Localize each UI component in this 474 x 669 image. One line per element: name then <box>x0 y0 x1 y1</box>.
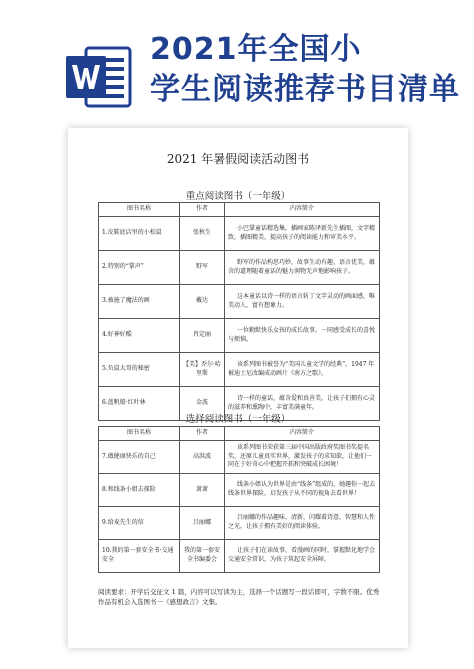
document-page <box>68 128 408 648</box>
table-row <box>99 441 380 474</box>
document-title: 2021 年暑假阅读活动图书 <box>166 152 310 166</box>
section-title-key-reading: 重点阅读图书（一年级） <box>185 191 291 202</box>
word-doc-icon <box>64 44 132 110</box>
banner-title-line-2: 学生阅读推荐书目清单 <box>150 72 460 107</box>
summary-cell: 一位勤默快乐女孩的成长故事，一同感受成长的喜悦与烦恼。 <box>225 319 380 353</box>
summary-cell: 野军的作品构思巧妙，故事生动有趣，语言优美，蕴含的道理随着童话的魅力润物无声地影响孩子。 <box>225 251 380 285</box>
summary-cell: 这本童话以诗一样的语言斩丁文字灵动的画面感，唯美动人，富有想象力。 <box>225 285 380 319</box>
column-header-author: 作者 <box>180 427 225 441</box>
column-header-summary: 内容简介 <box>225 203 380 217</box>
table-row <box>99 540 380 573</box>
section-title-optional-reading: 选择阅读图书（一年级） <box>185 414 291 425</box>
table-header-row <box>99 203 380 217</box>
optional-reading-table <box>98 426 380 573</box>
table-row <box>99 319 380 353</box>
book-name-cell: 4.好神好酷 <box>99 319 180 353</box>
book-name-cell: 1.皮鞋底店里的小松鼠 <box>99 217 180 251</box>
book-name-cell: 7.做健康快乐的自己 <box>99 441 180 474</box>
column-header-book-name: 图书名称 <box>99 427 180 441</box>
table-row <box>99 507 380 540</box>
summary-cell: 小巴掌童话精选集，插画家陈泽新先生插图，文字精致，插图精美，提高孩子的阅读能力和审美水平。 <box>225 217 380 251</box>
column-header-author: 作者 <box>180 203 225 217</box>
book-name-cell: 10.我的第一套安全书·交通安全 <box>99 540 180 573</box>
table-row <box>99 285 380 319</box>
author-cell: 张秋生 <box>180 217 225 251</box>
table-header-row <box>99 427 380 441</box>
table-row <box>99 251 380 285</box>
author-cell: 我的第一套安全书编委会 <box>180 540 225 573</box>
book-name-cell: 2.特别的“掌声” <box>99 251 180 285</box>
column-header-summary: 内容简介 <box>225 427 380 441</box>
author-cell: 金波 <box>180 387 225 421</box>
summary-cell: 该系列图书被誉为“美国儿童文学的经典”，1947 年被迪士尼改编成动画片《南方之歌》。 <box>225 353 380 387</box>
table-row <box>99 474 380 507</box>
author-cell: 野军 <box>180 251 225 285</box>
table-row <box>99 353 380 387</box>
column-header-book-name: 图书名称 <box>99 203 180 217</box>
book-name-cell: 6.蓝帆船·红叶林 <box>99 387 180 421</box>
author-cell: 萧萧 <box>180 474 225 507</box>
key-reading-table <box>98 202 380 421</box>
author-cell: 高洪波 <box>180 441 225 474</box>
summary-cell: 让孩子们在读故事，看漫画的同时，掌握默化地学会交通安全常识，为孩子筑起安全屏障。 <box>225 540 380 573</box>
summary-cell: 线条小姐认为世界是由“线条”组成的，她趣你一起去线条世界探险，启发孩子从不同的视角去看世界！ <box>225 474 380 507</box>
summary-cell: 该系列图书荣获第三届中国出版政府奖图书奖提名奖，还原儿童真实世界，激发孩子的求知欲，让他们一同在于好奇心中把握开拓和突破成长困境！ <box>225 441 380 474</box>
book-name-cell: 5.负鼠大哥的秘密 <box>99 353 180 387</box>
banner-title-line-1: 2021年全国小 <box>150 32 362 67</box>
author-cell: 戴达 <box>180 285 225 319</box>
book-name-cell: 8.和线条小姐去探险 <box>99 474 180 507</box>
table-row <box>99 217 380 251</box>
author-cell: 【美】乔尔·哈里斯 <box>180 353 225 387</box>
author-cell: 吕丽娜 <box>180 507 225 540</box>
summary-cell: 诗一样的童话，蕴含爱和真善美，让孩子们拥有心灵的滋养和熏陶中，丰富美满童年。 <box>225 387 380 421</box>
book-name-cell: 9.给麦先生的信 <box>99 507 180 540</box>
author-cell: 肖定丽 <box>180 319 225 353</box>
summary-cell: 吕丽娜的作品趣味，清新，闪耀着诗意，智慧和人性之光，让孩子拥有美好的阅读体验。 <box>225 507 380 540</box>
reading-requirement-note: 阅读要求：开学后交征文 1 篇，内容可以写读为主，选择一个话题写一段话即可，字数不限。优秀作品有机会入选图书一《感想政言》文集。 <box>98 588 380 606</box>
book-name-cell: 3.被施了魔法的画 <box>99 285 180 319</box>
banner <box>0 0 474 130</box>
